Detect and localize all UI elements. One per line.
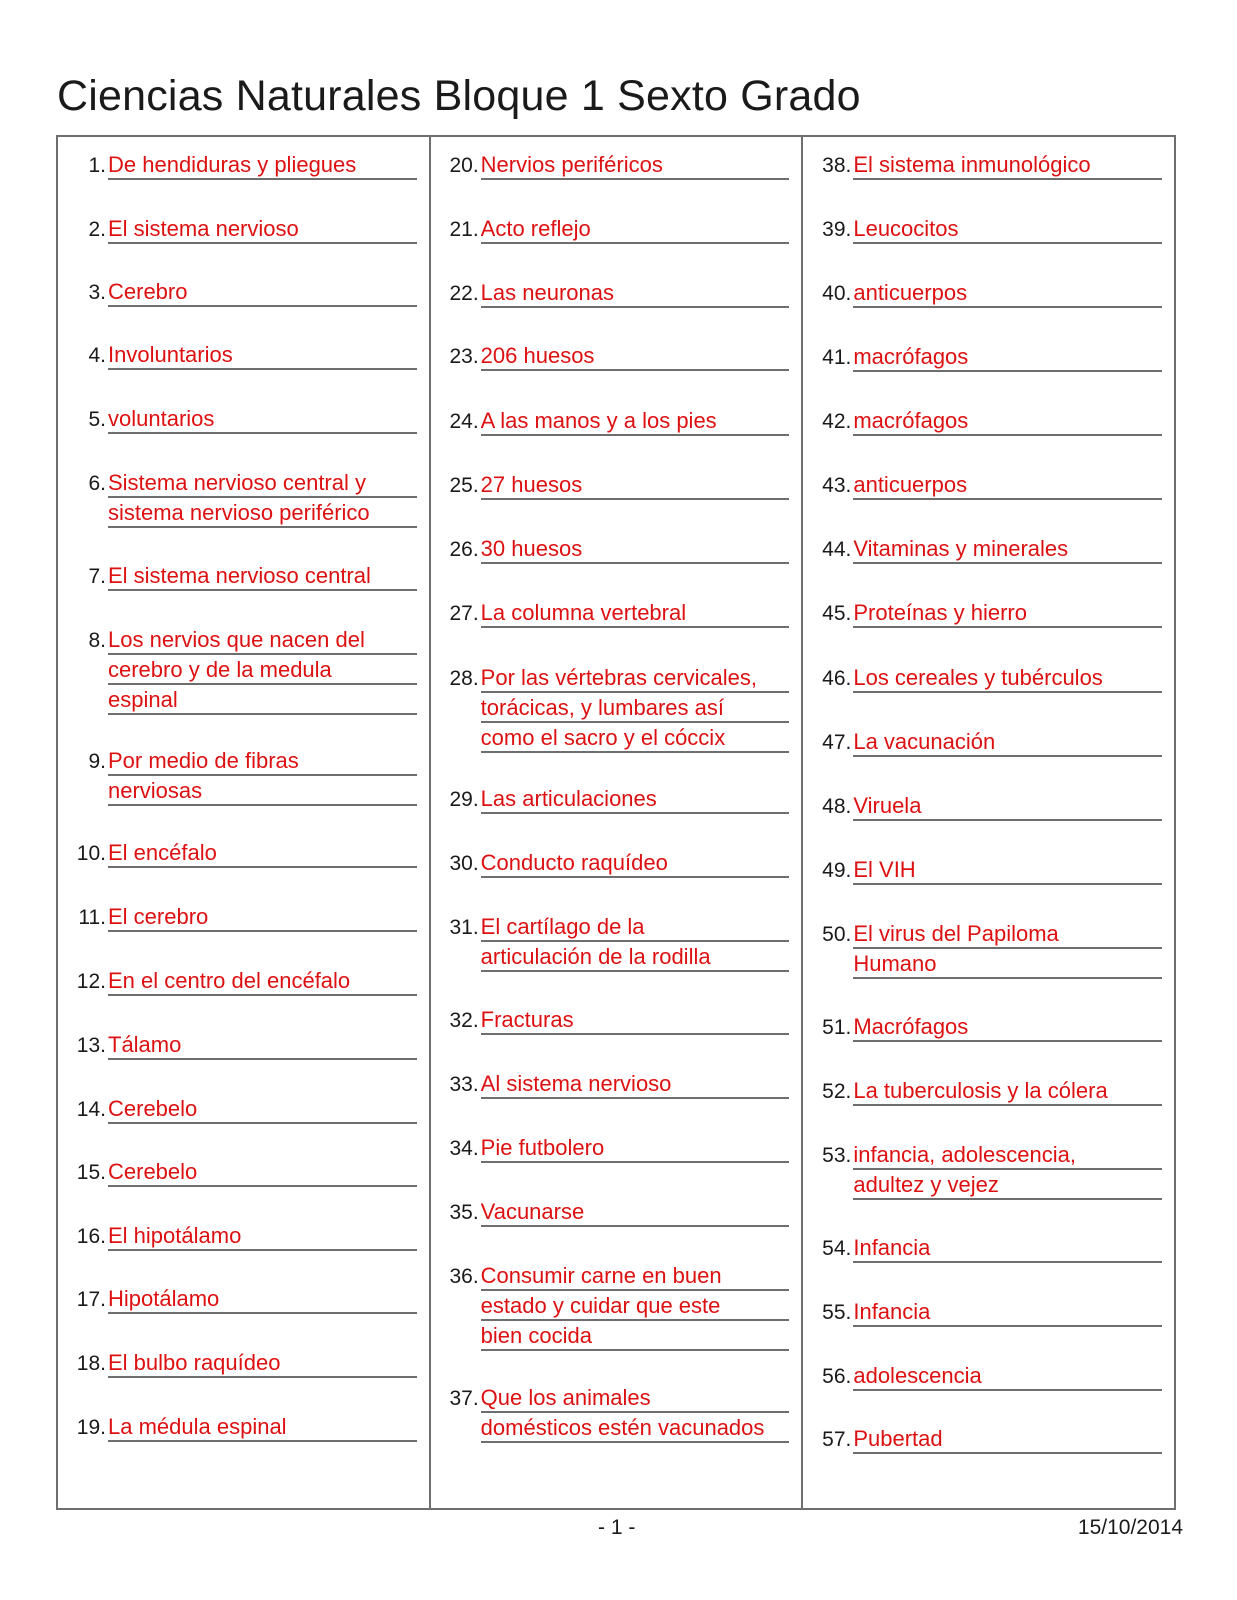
answer-line: Infancia [853, 1234, 1162, 1263]
answer-text [481, 1006, 790, 1036]
answer-text [108, 1349, 417, 1379]
answer-line: Que los animales [481, 1384, 790, 1413]
answer-item [803, 151, 1174, 180]
answer-line: La tuberculosis y la cólera [853, 1077, 1162, 1106]
answer-line: Vacunarse [481, 1198, 790, 1227]
answer-item [803, 856, 1174, 885]
answer-line: 30 huesos [481, 535, 790, 564]
answer-line: 206 huesos [481, 342, 790, 371]
answer-text [853, 1425, 1162, 1455]
answer-item [431, 215, 802, 244]
answer-line: adultez y vejez [853, 1171, 1162, 1200]
item-number: 4. [88, 344, 106, 367]
answer-text [108, 1413, 417, 1443]
answer-text [481, 913, 790, 973]
answer-item [431, 342, 802, 371]
answer-line: como el sacro y el cóccix [481, 724, 790, 753]
answer-item [58, 903, 429, 932]
answer-line: Proteínas y hierro [853, 599, 1162, 628]
answer-line: Las articulaciones [481, 785, 790, 814]
answer-item [803, 343, 1174, 372]
answer-line: Vitaminas y minerales [853, 535, 1162, 564]
answer-item [803, 407, 1174, 436]
answer-item [431, 1198, 802, 1227]
answer-item [58, 1031, 429, 1060]
answer-text [481, 1198, 790, 1228]
answer-line: domésticos estén vacunados [481, 1414, 790, 1443]
answer-text [108, 967, 417, 997]
answer-line: adolescencia [853, 1362, 1162, 1391]
answer-text [481, 471, 790, 501]
answer-line: anticuerpos [853, 279, 1162, 308]
answer-item [803, 599, 1174, 628]
answer-text [853, 1013, 1162, 1043]
answer-line: El cerebro [108, 903, 417, 932]
answer-column-2 [429, 137, 802, 1508]
answer-text [481, 407, 790, 437]
answer-item [58, 1095, 429, 1124]
answer-item [58, 215, 429, 244]
answer-text [481, 1384, 790, 1444]
item-number: 45. [822, 602, 852, 625]
answer-line: 27 huesos [481, 471, 790, 500]
item-number: 33. [449, 1073, 479, 1096]
item-number: 34. [449, 1137, 479, 1160]
answer-line: torácicas, y lumbares así [481, 694, 790, 723]
answer-item [431, 407, 802, 436]
answer-line: El bulbo raquídeo [108, 1349, 417, 1378]
document-date: 15/10/2014 [1077, 1516, 1183, 1539]
item-number: 20. [449, 154, 479, 177]
answer-line: Pubertad [853, 1425, 1162, 1454]
answer-text [853, 920, 1162, 980]
answer-text [853, 1234, 1162, 1264]
answer-line: A las manos y a los pies [481, 407, 790, 436]
item-number: 43. [822, 474, 852, 497]
answer-text [108, 747, 417, 807]
answer-column-3 [801, 137, 1174, 1508]
item-number: 8. [88, 629, 106, 652]
answer-line: Macrófagos [853, 1013, 1162, 1042]
item-number: 44. [822, 538, 852, 561]
answer-line: El VIH [853, 856, 1162, 885]
answer-line: Las neuronas [481, 279, 790, 308]
item-number: 2. [88, 218, 106, 241]
item-number: 49. [822, 859, 852, 882]
answer-text [108, 151, 417, 181]
answer-line: Cerebelo [108, 1158, 417, 1187]
answer-item [58, 747, 429, 803]
answer-item [58, 151, 429, 180]
item-number: 27. [449, 602, 479, 625]
page-number: - 1 - [598, 1516, 636, 1539]
item-number: 14. [76, 1098, 106, 1121]
answer-text [108, 1158, 417, 1188]
answer-line: La columna vertebral [481, 599, 790, 628]
answer-item [431, 785, 802, 814]
item-number: 29. [449, 788, 479, 811]
answer-item [58, 1413, 429, 1442]
answer-item [58, 1285, 429, 1314]
answer-text [853, 1077, 1162, 1107]
item-number: 26. [449, 538, 479, 561]
item-number: 11. [78, 906, 106, 929]
item-number: 47. [822, 731, 852, 754]
answer-text [108, 469, 417, 529]
answer-text [481, 1262, 790, 1352]
answer-line: voluntarios [108, 405, 417, 434]
answer-text [853, 343, 1162, 373]
answer-text [481, 215, 790, 245]
answer-text [853, 1141, 1162, 1201]
answer-line: Tálamo [108, 1031, 417, 1060]
item-number: 54. [822, 1237, 852, 1260]
answer-item [58, 967, 429, 996]
item-number: 30. [449, 852, 479, 875]
answer-item [58, 562, 429, 591]
answer-item [431, 1006, 802, 1035]
answer-line: Por las vértebras cervicales, [481, 664, 790, 693]
answer-item [803, 1425, 1174, 1454]
answer-item [431, 849, 802, 878]
answer-item [431, 913, 802, 969]
answer-text [481, 151, 790, 181]
answer-text [853, 664, 1162, 694]
answer-text [108, 1222, 417, 1252]
item-number: 10. [76, 842, 106, 865]
answer-text [108, 1285, 417, 1315]
item-number: 42. [822, 410, 852, 433]
answer-item [431, 1262, 802, 1348]
item-number: 12. [76, 970, 106, 993]
answer-line: sistema nervioso periférico [108, 499, 417, 528]
answer-item [803, 279, 1174, 308]
answer-text [481, 599, 790, 629]
answer-line: Conducto raquídeo [481, 849, 790, 878]
answer-text [853, 215, 1162, 245]
item-number: 5. [88, 408, 106, 431]
answer-item [803, 1234, 1174, 1263]
answer-text [108, 278, 417, 308]
answer-text [853, 279, 1162, 309]
answer-text [481, 279, 790, 309]
answer-item [431, 664, 802, 750]
item-number: 28. [449, 667, 479, 690]
answer-item [431, 1134, 802, 1163]
answer-item [431, 535, 802, 564]
item-number: 17. [76, 1288, 106, 1311]
answer-line: nerviosas [108, 777, 417, 806]
answer-item [58, 1349, 429, 1378]
item-number: 31. [449, 916, 479, 939]
answer-line: En el centro del encéfalo [108, 967, 417, 996]
item-number: 15. [76, 1161, 106, 1184]
answer-text [853, 1298, 1162, 1328]
item-number: 22. [449, 282, 479, 305]
answer-item [803, 1077, 1174, 1106]
answer-item [803, 535, 1174, 564]
answer-text [853, 407, 1162, 437]
answer-item [803, 1141, 1174, 1197]
item-number: 9. [88, 750, 106, 773]
item-number: 50. [822, 923, 852, 946]
item-number: 37. [449, 1387, 479, 1410]
item-number: 19. [76, 1416, 106, 1439]
item-number: 39. [822, 218, 852, 241]
answer-line: La vacunación [853, 728, 1162, 757]
answer-line: El sistema inmunológico [853, 151, 1162, 180]
answer-line: Infancia [853, 1298, 1162, 1327]
answer-text [853, 792, 1162, 822]
answer-text [481, 1070, 790, 1100]
answer-line: Humano [853, 950, 1162, 979]
answer-line: El hipotálamo [108, 1222, 417, 1251]
answer-line: estado y cuidar que este [481, 1292, 790, 1321]
answer-line: cerebro y de la medula [108, 656, 417, 685]
answer-item [431, 599, 802, 628]
item-number: 13. [76, 1034, 106, 1057]
answer-line: El sistema nervioso central [108, 562, 417, 591]
answer-item [803, 215, 1174, 244]
answer-item [803, 920, 1174, 976]
answer-item [431, 1070, 802, 1099]
answer-text [108, 839, 417, 869]
answer-line: El cartílago de la [481, 913, 790, 942]
answer-text [853, 856, 1162, 886]
answer-text [853, 535, 1162, 565]
item-number: 18. [76, 1352, 106, 1375]
answer-line: Involuntarios [108, 341, 417, 370]
answer-text [853, 471, 1162, 501]
answer-line: Nervios periféricos [481, 151, 790, 180]
answer-line: Fracturas [481, 1006, 790, 1035]
answer-item [58, 469, 429, 525]
answer-line: El sistema nervioso [108, 215, 417, 244]
item-number: 38. [822, 154, 852, 177]
answer-item [803, 1298, 1174, 1327]
answer-text [481, 535, 790, 565]
item-number: 48. [822, 795, 852, 818]
item-number: 57. [822, 1428, 852, 1451]
item-number: 32. [449, 1009, 479, 1032]
answer-item [803, 664, 1174, 693]
answer-item [58, 341, 429, 370]
answer-line: infancia, adolescencia, [853, 1141, 1162, 1170]
answer-line: El encéfalo [108, 839, 417, 868]
answer-line: Pie futbolero [481, 1134, 790, 1163]
answer-text [108, 1095, 417, 1125]
answer-item [58, 839, 429, 868]
answer-line: Cerebelo [108, 1095, 417, 1124]
answer-line: macrófagos [853, 343, 1162, 372]
answer-item [431, 151, 802, 180]
item-number: 6. [88, 472, 106, 495]
answer-text [853, 728, 1162, 758]
answer-text [481, 785, 790, 815]
answer-item [58, 405, 429, 434]
answer-text [108, 341, 417, 371]
item-number: 3. [88, 281, 106, 304]
answer-line: La médula espinal [108, 1413, 417, 1442]
answer-item [58, 1158, 429, 1187]
answer-line: Los cereales y tubérculos [853, 664, 1162, 693]
item-number: 16. [76, 1225, 106, 1248]
answer-text [108, 1031, 417, 1061]
answer-line: macrófagos [853, 407, 1162, 436]
item-number: 1. [88, 154, 106, 177]
answer-item [58, 626, 429, 712]
item-number: 36. [449, 1265, 479, 1288]
answer-line: Al sistema nervioso [481, 1070, 790, 1099]
answer-line: Acto reflejo [481, 215, 790, 244]
item-number: 46. [822, 667, 852, 690]
item-number: 52. [822, 1080, 852, 1103]
answer-item [431, 471, 802, 500]
answer-line: espinal [108, 686, 417, 715]
answer-item [803, 1362, 1174, 1391]
answer-line: Leucocitos [853, 215, 1162, 244]
item-number: 55. [822, 1301, 852, 1324]
answer-line: De hendiduras y pliegues [108, 151, 417, 180]
answer-item [803, 1013, 1174, 1042]
answer-item [431, 1384, 802, 1440]
answer-text [108, 903, 417, 933]
item-number: 7. [88, 565, 106, 588]
answer-item [431, 279, 802, 308]
item-number: 40. [822, 282, 852, 305]
answer-text [108, 405, 417, 435]
answer-line: Consumir carne en buen [481, 1262, 790, 1291]
answer-text [481, 1134, 790, 1164]
answer-text [108, 215, 417, 245]
answer-text [481, 664, 790, 754]
answer-line: Por medio de fibras [108, 747, 417, 776]
answer-table [56, 135, 1176, 1510]
item-number: 35. [449, 1201, 479, 1224]
answer-text [853, 151, 1162, 181]
answer-item [803, 471, 1174, 500]
answer-line: anticuerpos [853, 471, 1162, 500]
answer-item [803, 792, 1174, 821]
answer-item [803, 728, 1174, 757]
item-number: 53. [822, 1144, 852, 1167]
answer-item [58, 1222, 429, 1251]
answer-text [481, 342, 790, 372]
answer-line: El virus del Papiloma [853, 920, 1162, 949]
item-number: 24. [449, 410, 479, 433]
answer-text [108, 626, 417, 716]
item-number: 25. [449, 474, 479, 497]
answer-text [108, 562, 417, 592]
answer-line: bien cocida [481, 1322, 790, 1351]
answer-text [853, 599, 1162, 629]
answer-line: Sistema nervioso central y [108, 469, 417, 498]
answer-item [58, 278, 429, 307]
item-number: 21. [449, 218, 479, 241]
answer-text [853, 1362, 1162, 1392]
answer-line: Los nervios que nacen del [108, 626, 417, 655]
item-number: 56. [822, 1365, 852, 1388]
answer-line: Cerebro [108, 278, 417, 307]
item-number: 23. [449, 345, 479, 368]
answer-text [481, 849, 790, 879]
item-number: 51. [822, 1016, 852, 1039]
answer-line: Viruela [853, 792, 1162, 821]
answer-line: Hipotálamo [108, 1285, 417, 1314]
answer-line: articulación de la rodilla [481, 943, 790, 972]
answer-column-1 [58, 137, 429, 1508]
item-number: 41. [822, 346, 852, 369]
page-title: Ciencias Naturales Bloque 1 Sexto Grado [57, 72, 861, 120]
